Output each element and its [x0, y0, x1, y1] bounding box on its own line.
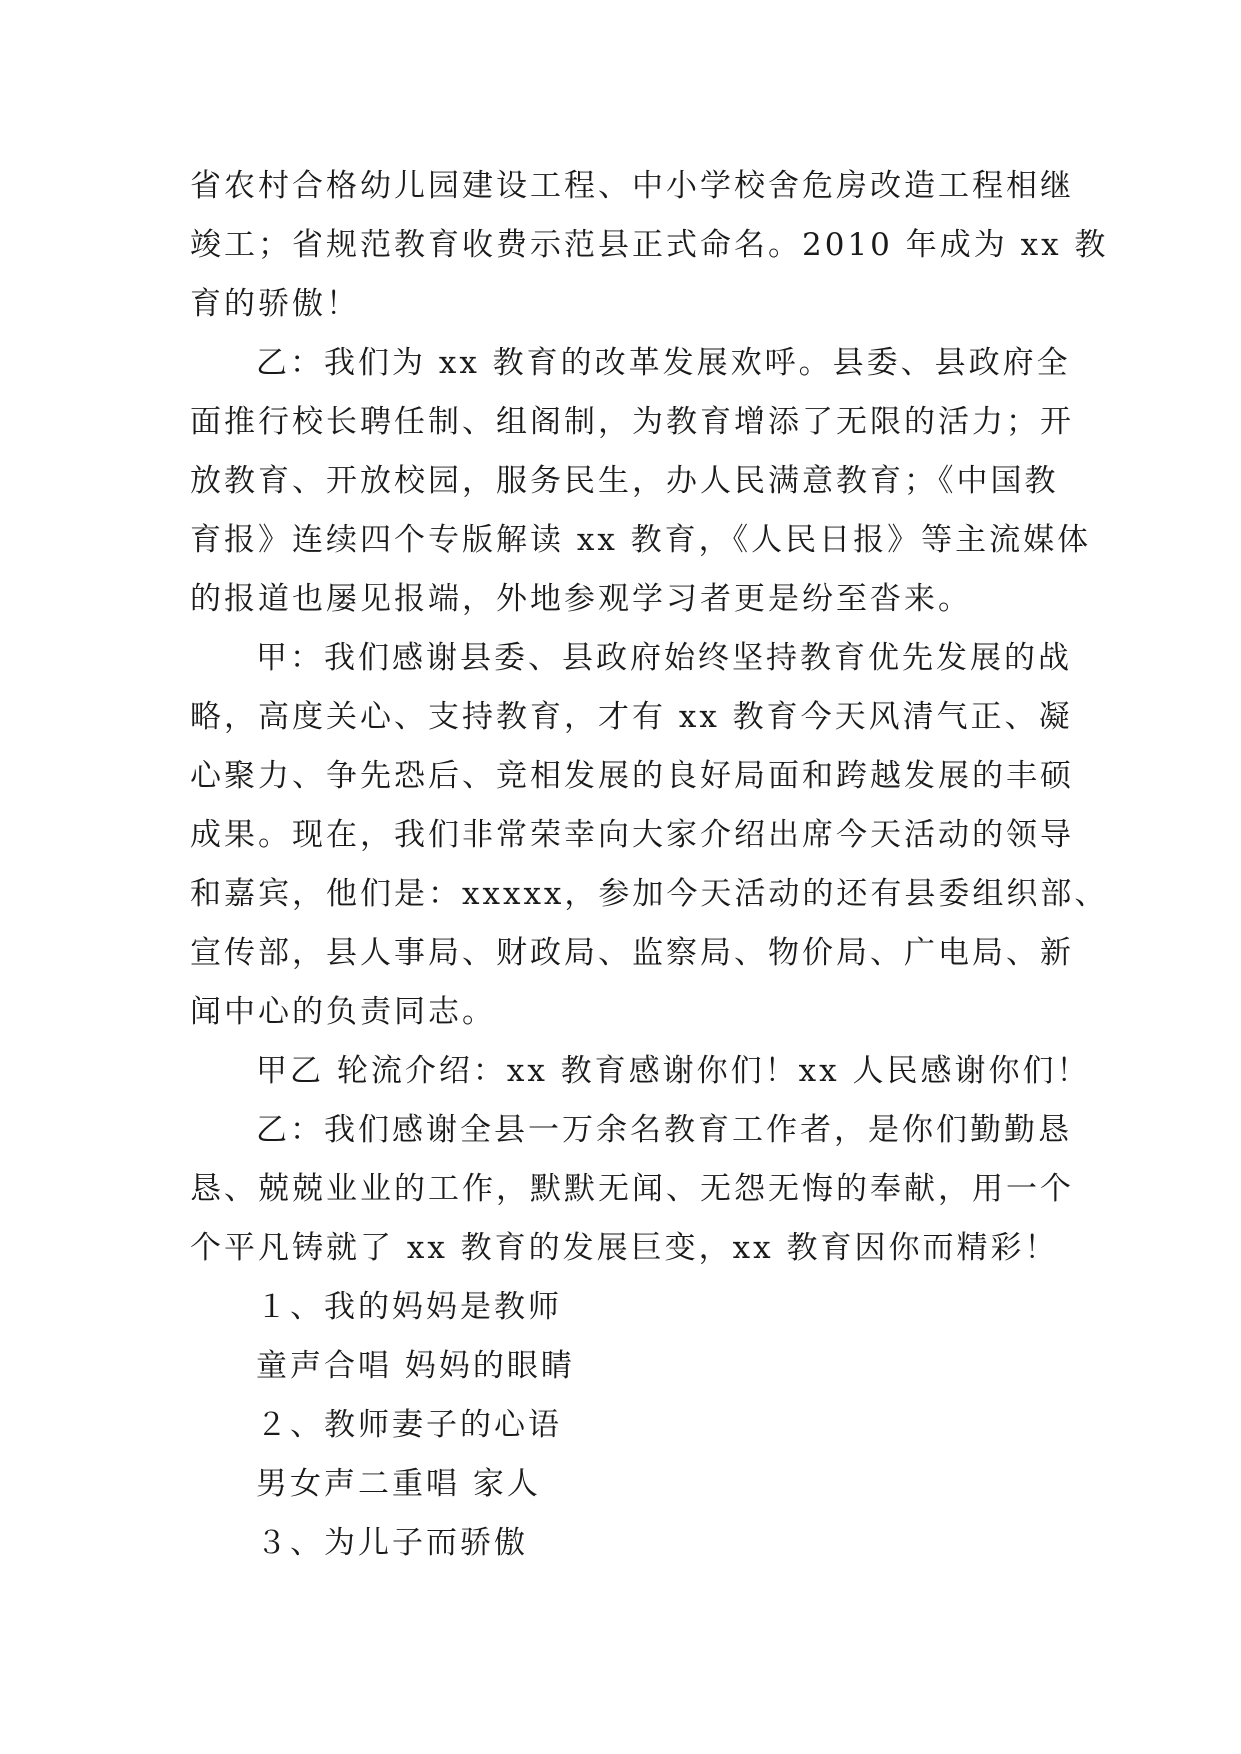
text-line: 略，高度关心、支持教育，才有 xx 教育今天风清气正、凝	[190, 699, 1073, 735]
text-line: 的报道也屡见报端，外地参观学习者更是纷至沓来。	[190, 581, 972, 617]
text-line: 个平凡铸就了 xx 教育的发展巨变，xx 教育因你而精彩！	[190, 1230, 1059, 1266]
text-line: 放教育、开放校园，服务民生，办人民满意教育；《中国教	[190, 463, 1059, 499]
document-body	[190, 157, 1109, 1573]
program-item-line: １、我的妈妈是教师	[256, 1289, 562, 1325]
text-line: 成果。现在，我们非常荣幸向大家介绍出席今天活动的领导	[190, 817, 1074, 853]
text-line: 恳、兢兢业业的工作，默默无闻、无怨无悔的奉献，用一个	[190, 1171, 1074, 1207]
text-line: 面推行校长聘任制、组阁制，为教育增添了无限的活力；开	[190, 404, 1074, 440]
text-line: 育的骄傲！	[190, 286, 360, 322]
text-line: 竣工；省规范教育收费示范县正式命名。2010 年成为 xx 教	[190, 227, 1109, 263]
program-item-line: ２、教师妻子的心语	[256, 1407, 562, 1443]
text-line: 宣传部，县人事局、财政局、监察局、物价局、广电局、新	[190, 935, 1074, 971]
paragraph-start-line: 甲：我们感谢县委、县政府始终坚持教育优先发展的战	[256, 640, 1072, 676]
paragraph-start-line: 乙：我们为 xx 教育的改革发展欢呼。县委、县政府全	[256, 345, 1071, 381]
paragraph-start-line: 甲乙 轮流介绍：xx 教育感谢你们！xx 人民感谢你们！	[256, 1053, 1091, 1089]
text-line: 和嘉宾，他们是：xxxxx，参加今天活动的还有县委组织部、	[190, 876, 1109, 912]
program-item-line: 男女声二重唱 家人	[256, 1466, 541, 1502]
text-line: 闻中心的负责同志。	[190, 994, 496, 1030]
text-line: 省农村合格幼儿园建设工程、中小学校舍危房改造工程相继	[190, 168, 1074, 204]
paragraph-start-line: 乙：我们感谢全县一万余名教育工作者，是你们勤勤恳	[256, 1112, 1072, 1148]
program-item-line: ３、为儿子而骄傲	[256, 1525, 528, 1561]
text-line: 育报》连续四个专版解读 xx 教育，《人民日报》等主流媒体	[190, 522, 1092, 558]
program-item-line: 童声合唱 妈妈的眼睛	[256, 1348, 575, 1384]
text-line: 心聚力、争先恐后、竞相发展的良好局面和跨越发展的丰硕	[190, 758, 1074, 794]
